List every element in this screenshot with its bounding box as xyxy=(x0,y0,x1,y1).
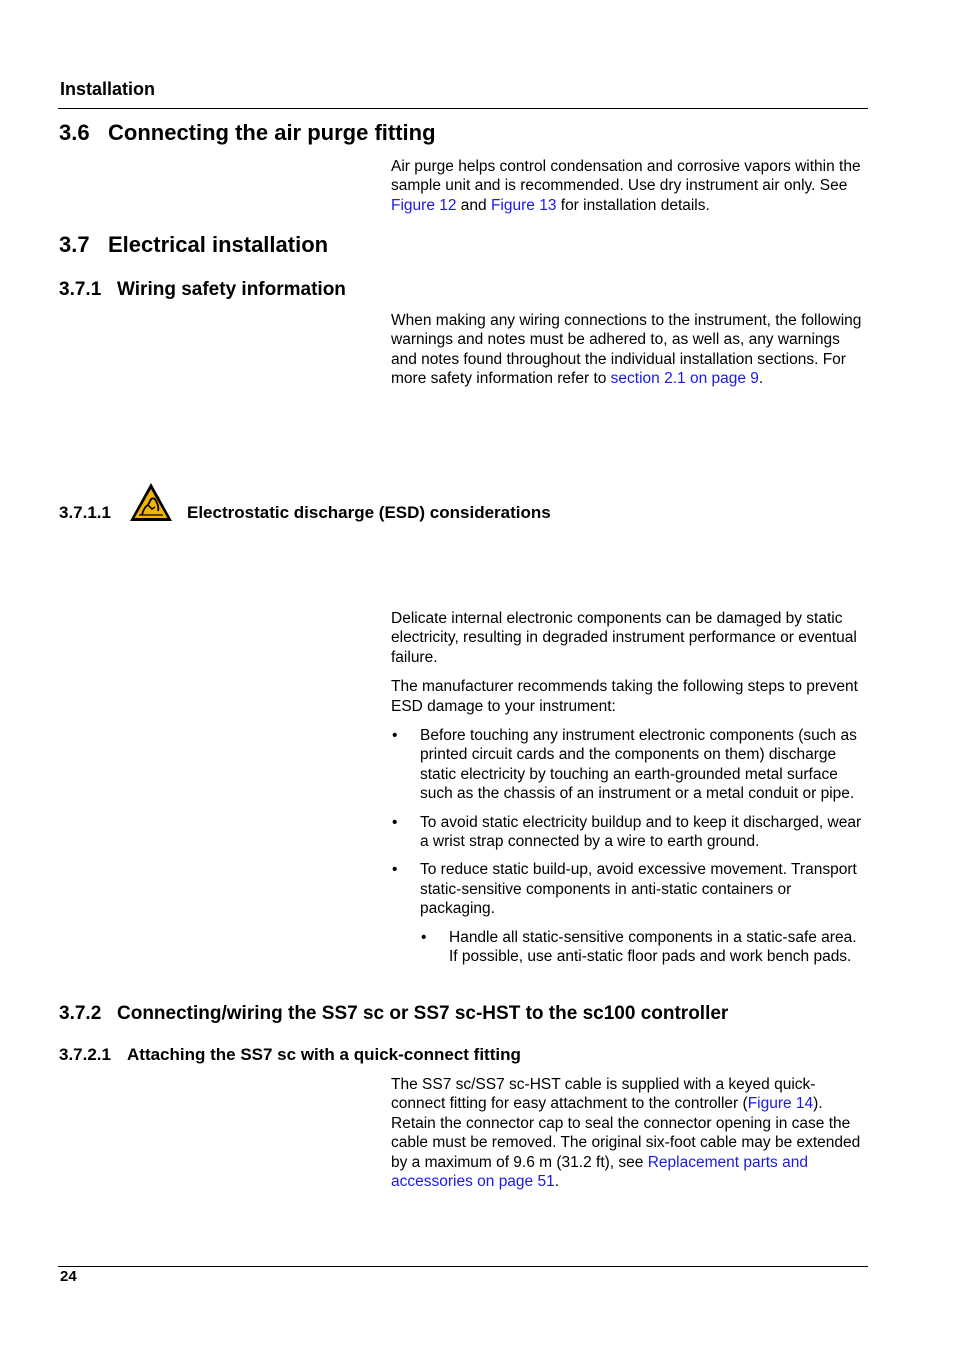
heading-number: 3.7 xyxy=(59,232,90,257)
section-2-1-link[interactable]: section 2.1 on page 9 xyxy=(610,370,759,388)
heading-title: Connecting/wiring the SS7 sc or SS7 sc-HST to the sc100 controller xyxy=(117,1003,729,1024)
heading-title: Attaching the SS7 sc with a quick-connect fitting xyxy=(127,1045,521,1064)
heading-title: Electrical installation xyxy=(108,232,329,257)
esd-substeps-list xyxy=(420,928,867,967)
esd-warning-icon xyxy=(128,481,174,523)
list-item xyxy=(391,813,867,852)
heading-3-7-2-1 xyxy=(59,1045,521,1065)
list-item-text: Before touching any instrument electronic components (such as printed circuit cards and the components on them) discharge static electricity by touching an earth-grounded metal surface such as the chassis of an instrument or a metal conduit or pipe. xyxy=(420,727,857,803)
figure-14-link[interactable]: Figure 14 xyxy=(747,1095,814,1113)
heading-3-7-2 xyxy=(59,1003,728,1025)
list-item xyxy=(391,860,867,966)
list-item-text: Handle all static-sensitive components in a static-safe area. If possible, use anti-static floor pads and work bench pads. xyxy=(449,928,857,966)
figure-13-link[interactable]: Figure 13 xyxy=(490,196,557,214)
paragraph-text: and xyxy=(456,196,491,214)
replacement-parts-link[interactable]: Replacement parts and accessories on page 51 xyxy=(391,1153,808,1191)
paragraph-text: The SS7 sc/SS7 sc-HST cable is supplied with a keyed quick-connect fitting for easy attachment to the controller ( xyxy=(391,1076,816,1113)
wiring-safety-paragraph xyxy=(391,311,867,399)
paragraph-text: ). Retain the connector cap to seal the connector opening in case the cable must be removed. The original six-foot cable may be extended by a maximum of 9.6 m (31.2 ft), see xyxy=(391,1095,861,1171)
heading-3-7-1 xyxy=(59,279,346,301)
heading-3-7 xyxy=(59,232,328,258)
page-number: 24 xyxy=(60,1268,77,1285)
esd-steps-list xyxy=(391,726,867,966)
bullet-icon: • xyxy=(392,727,398,745)
paragraph-text: . xyxy=(758,370,764,388)
paragraph-text: Air purge helps control condensation and corrosive vapors within the sample unit and is recommended. Use dry instrument air only. See xyxy=(391,158,861,195)
bullet-icon: • xyxy=(392,861,398,879)
list-item xyxy=(420,928,867,967)
quick-connect-paragraph xyxy=(391,1075,867,1201)
bullet-icon: • xyxy=(421,928,427,946)
air-purge-paragraph xyxy=(391,157,867,225)
list-item xyxy=(391,726,867,804)
list-item-text: To avoid static electricity buildup and to keep it discharged, wear a wrist strap connected by a wire to earth ground. xyxy=(420,813,862,851)
heading-title: Wiring safety information xyxy=(117,279,346,300)
paragraph-text: When making any wiring connections to the instrument, the following warnings and notes must be adhered to, as well as, any warnings and notes found throughout the individual installation sections. For more safety information refer to xyxy=(391,312,862,388)
list-item-text: To reduce static build-up, avoid excessive movement. Transport static-sensitive components in anti-static containers or packaging. xyxy=(420,861,857,918)
bullet-icon: • xyxy=(392,813,398,831)
esd-steps-intro: The manufacturer recommends taking the following steps to prevent ESD damage to your instrument: xyxy=(391,678,858,715)
heading-number: 3.6 xyxy=(59,120,90,145)
esd-content xyxy=(391,609,867,976)
heading-title: Electrostatic discharge (ESD) considerations xyxy=(187,503,551,522)
heading-number: 3.7.1 xyxy=(59,279,102,300)
heading-number: 3.7.2 xyxy=(59,1003,102,1024)
heading-title: Connecting the air purge fitting xyxy=(108,120,436,145)
footer-rule xyxy=(58,1266,868,1267)
heading-number: 3.7.2.1 xyxy=(59,1045,111,1064)
header-rule xyxy=(58,108,868,109)
figure-12-link[interactable]: Figure 12 xyxy=(391,196,457,214)
esd-paragraph: Delicate internal electronic components can be damaged by static electricity, resulting in degraded instrument performance or eventual failure. xyxy=(391,610,857,666)
paragraph-text: for installation details. xyxy=(556,196,710,214)
heading-number: 3.7.1.1 xyxy=(59,503,111,522)
running-header: Installation xyxy=(60,79,156,99)
paragraph-text: . xyxy=(554,1173,560,1191)
heading-3-6 xyxy=(59,120,436,146)
